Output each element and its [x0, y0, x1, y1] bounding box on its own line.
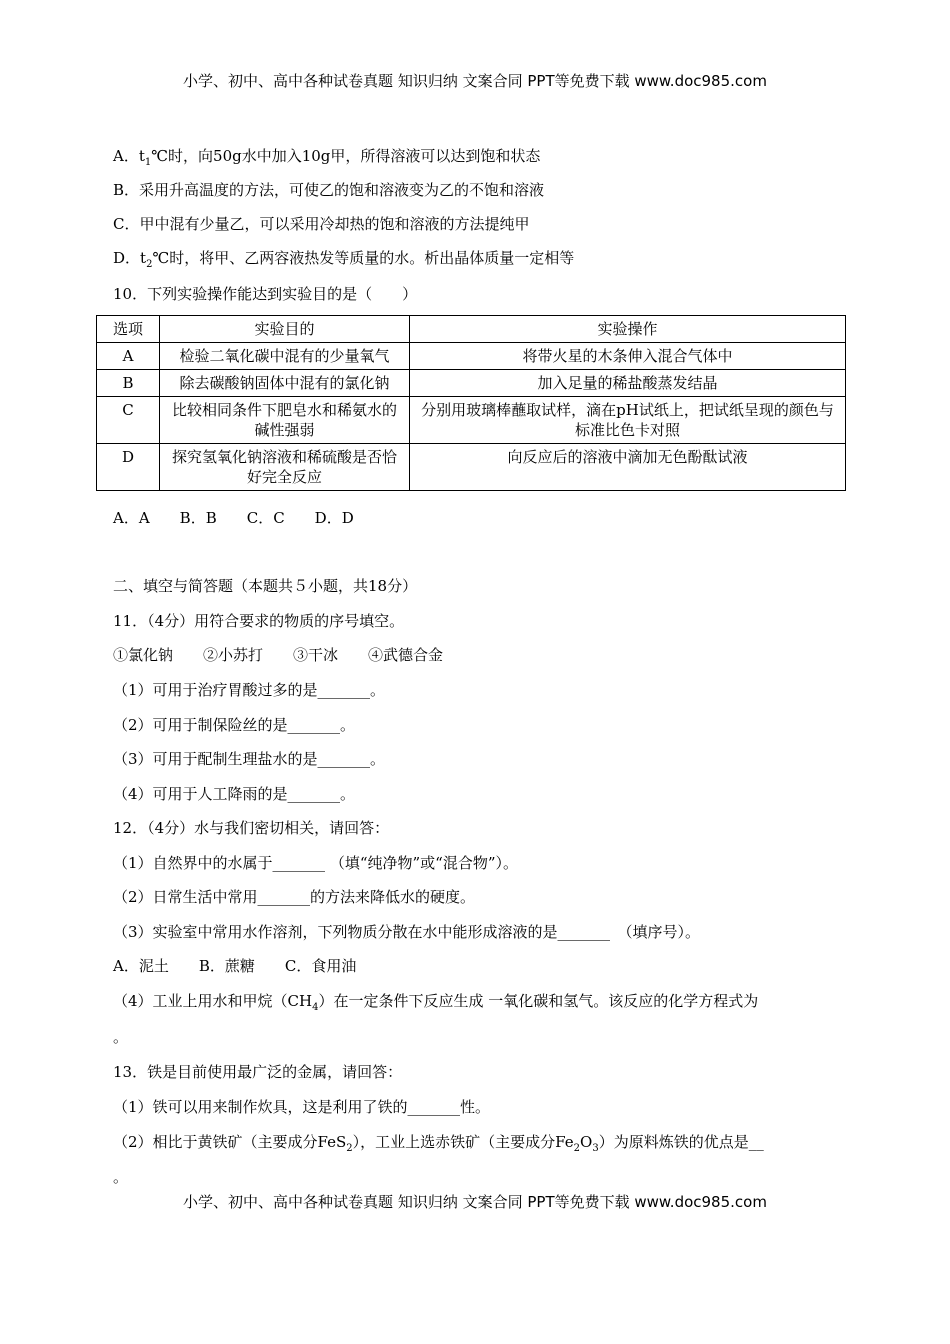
q12-title: 12．（4分）水与我们密切相关，请回答： — [113, 819, 390, 837]
table-header-row — [97, 316, 846, 343]
cell-operation: 向反应后的溶液中滴加无色酚酞试液 — [410, 444, 846, 491]
q12-sub3: （3）实验室中常用水作溶剂，下列物质分散在水中能形成溶液的是_______ （填序号）。 — [113, 923, 701, 941]
cell-operation: 分别用玻璃棒蘸取试样，滴在pH试纸上，把试纸呈现的颜色与标准比色卡对照 — [410, 397, 846, 444]
table-row — [97, 397, 846, 444]
page-footer: 小学、初中、高中各种试卷真题 知识归纳 文案合同 PPT等免费下载 www.doc985.com — [183, 1193, 767, 1211]
cell-operation: 将带火星的木条伸入混合气体中 — [410, 343, 846, 370]
q9-option-d: D．$t_2℃$时，将甲、乙两容液热发等质量的水。析出晶体质量一定相等 — [113, 249, 575, 270]
cell-option: A — [97, 343, 160, 370]
q11-sub4: （4）可用于人工降雨的是_______。 — [113, 785, 356, 803]
q12-sub2: （2）日常生活中常用_______的方法来降低水的硬度。 — [113, 888, 476, 906]
q11-title: 11．（4分）用符合要求的物质的序号填空。 — [113, 612, 405, 630]
q11-choices: ①氯化钠 ②小苏打 ③干冰 ④武德合金 — [113, 646, 444, 664]
q12-sub1: （1）自然界中的水属于_______ （填“纯净物”或“混合物”）。 — [113, 854, 518, 872]
page-header: 小学、初中、高中各种试卷真题 知识归纳 文案合同 PPT等免费下载 www.doc985.com — [183, 72, 767, 90]
table-row — [97, 444, 846, 491]
cell-option: B — [97, 370, 160, 397]
q12-sub4: （4）工业上用水和甲烷$(CH_4)$在一定条件下反应生成 一氧化碳和氢气。该反应的化学方程式为 — [113, 992, 759, 1013]
section-2-title: 二、填空与简答题（本题共５小题，共18分） — [113, 577, 418, 595]
header-option: 选项 — [97, 316, 160, 343]
q13-sub2-end: 。 — [113, 1168, 129, 1186]
cell-purpose: 检验二氧化碳中混有的少量氧气 — [160, 343, 410, 370]
q11-sub3: （3）可用于配制生理盐水的是_______。 — [113, 750, 386, 768]
q10-table — [96, 315, 846, 491]
cell-option: C — [97, 397, 160, 444]
q12-sub4-end: 。 — [113, 1028, 129, 1046]
q9-option-c: C．甲中混有少量乙，可以采用冷却热的饱和溶液的方法提纯甲 — [113, 215, 530, 233]
q11-sub1: （1）可用于治疗胃酸过多的是_______。 — [113, 681, 386, 699]
q13-sub1: （1）铁可以用来制作炊具，这是利用了铁的_______性。 — [113, 1098, 491, 1116]
table-row — [97, 343, 846, 370]
cell-purpose: 比较相同条件下肥皂水和稀氨水的碱性强弱 — [160, 397, 410, 444]
q9-option-b: B．采用升高温度的方法，可使乙的饱和溶液变为乙的不饱和溶液 — [113, 181, 545, 199]
header-operation: 实验操作 — [410, 316, 846, 343]
table-row — [97, 370, 846, 397]
q10-answers: A．A B．B C．C D．D — [113, 509, 354, 527]
q12-sub3-options: A．泥土 B．蔗糖 C．食用油 — [113, 957, 357, 975]
cell-purpose: 除去碳酸钠固体中混有的氯化钠 — [160, 370, 410, 397]
header-purpose: 实验目的 — [160, 316, 410, 343]
q13-title: 13．铁是目前使用最广泛的金属，请回答： — [113, 1063, 403, 1081]
cell-operation: 加入足量的稀盐酸蒸发结晶 — [410, 370, 846, 397]
q13-sub2: （2）相比于黄铁矿（主要成分FeS$_2$），工业上选赤铁矿（主要成分$Fe_2O_3$）为原料炼铁的优点是__ — [113, 1133, 764, 1154]
q9-option-a: A．$t_1℃$时，向50g水中加入10g甲，所得溶液可以达到饱和状态 — [113, 147, 541, 168]
q11-sub2: （2）可用于制保险丝的是_______。 — [113, 716, 356, 734]
cell-option: D — [97, 444, 160, 491]
q10-title: 10．下列实验操作能达到实验目的是（ ） — [113, 285, 418, 303]
cell-purpose: 探究氢氧化钠溶液和稀硫酸是否恰好完全反应 — [160, 444, 410, 491]
